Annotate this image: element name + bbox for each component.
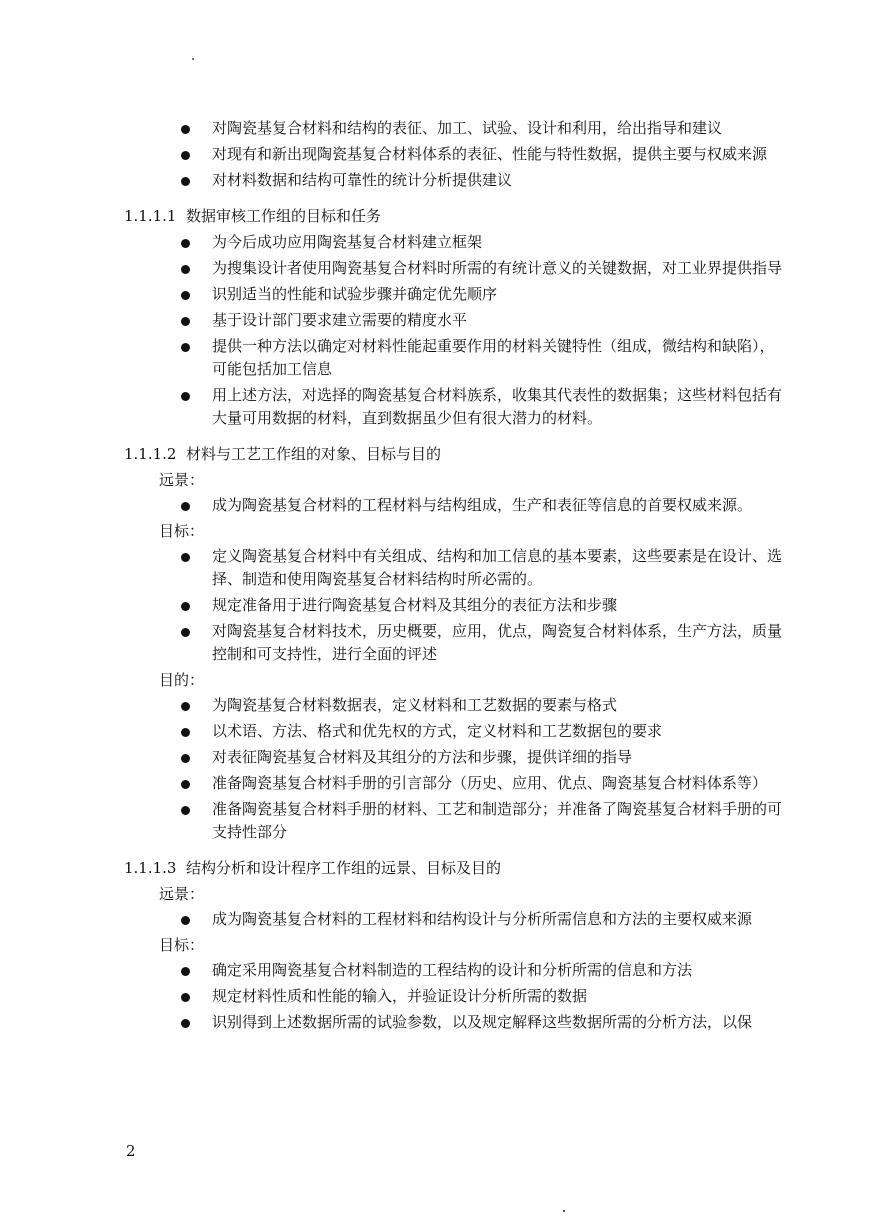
s2-goals-list [0, 545, 881, 666]
bullet-icon [181, 317, 190, 326]
page-content [0, 117, 881, 1037]
section-title: 材料与工艺工作组的对象、目标与目的 [186, 445, 442, 463]
bullet-icon [181, 754, 190, 763]
list-item: 对陶瓷基复合材料和结构的表征、加工、试验、设计和利用，给出指导和建议 [0, 117, 881, 140]
list-item: 对材料数据和结构可靠性的统计分析提供建议 [0, 169, 881, 192]
section-heading-3 [0, 857, 881, 880]
s1-bullet-list [0, 231, 881, 430]
scan-speck [563, 1210, 565, 1212]
goals-label: 目标： [159, 522, 205, 540]
bullet-icon [181, 1019, 190, 1028]
list-item: 对表征陶瓷基复合材料及其组分的方法和步骤，提供详细的指导 [0, 746, 881, 769]
list-item: 成为陶瓷基复合材料的工程材料和结构设计与分析所需信息和方法的主要权威来源 [0, 908, 881, 931]
list-item: 确定采用陶瓷基复合材料制造的工程结构的设计和分析所需的信息和方法 [0, 959, 881, 982]
bullet-icon [181, 780, 190, 789]
s2-purpose-list [0, 694, 881, 844]
list-item: 以术语、方法、格式和优先权的方式，定义材料和工艺数据包的要求 [0, 720, 881, 743]
section-title: 数据审核工作组的目标和任务 [186, 207, 382, 225]
bullet-icon [181, 602, 190, 611]
list-item: 准备陶瓷基复合材料手册的材料、工艺和制造部分；并准备了陶瓷基复合材料手册的可支持性部分 [0, 798, 881, 844]
bullet-icon [181, 125, 190, 134]
section-number: 1.1.1.1 [124, 207, 177, 225]
list-item: 定义陶瓷基复合材料中有关组成、结构和加工信息的基本要素，这些要素是在设计、选择、制造和使用陶瓷基复合材料结构时所必需的。 [0, 545, 881, 591]
list-item: 准备陶瓷基复合材料手册的引言部分（历史、应用、优点、陶瓷基复合材料体系等） [0, 772, 881, 795]
vision-label: 远景： [159, 885, 205, 903]
bullet-icon [181, 967, 190, 976]
section-number: 1.1.1.3 [124, 859, 177, 877]
scan-speck [192, 58, 194, 60]
bullet-icon [181, 628, 190, 637]
section-number: 1.1.1.2 [124, 445, 177, 463]
purpose-label: 目的： [159, 671, 205, 689]
bullet-icon [181, 265, 190, 274]
section-heading-1 [0, 205, 881, 228]
list-item: 为搜集设计者使用陶瓷基复合材料时所需的有统计意义的关键数据，对工业界提供指导 [0, 257, 881, 280]
bullet-icon [181, 291, 190, 300]
bullet-icon [181, 502, 190, 511]
list-item: 规定材料性质和性能的输入，并验证设计分析所需的数据 [0, 985, 881, 1008]
goals-label: 目标： [159, 936, 205, 954]
bullet-icon [181, 728, 190, 737]
section-heading-2 [0, 443, 881, 466]
s2-vision-list [0, 494, 881, 517]
list-item: 用上述方法，对选择的陶瓷基复合材料族系，收集其代表性的数据集；这些材料包括有大量可用数据的材料，直到数据虽少但有很大潜力的材料。 [0, 384, 881, 430]
bullet-icon [181, 806, 190, 815]
s3-vision-list [0, 908, 881, 931]
bullet-icon [181, 553, 190, 562]
bullet-icon [181, 993, 190, 1002]
bullet-icon [181, 151, 190, 160]
vision-label: 远景： [159, 471, 205, 489]
bullet-icon [181, 392, 190, 401]
list-item: 提供一种方法以确定对材料性能起重要作用的材料关键特性（组成，微结构和缺陷），可能包括加工信息 [0, 335, 881, 381]
list-item: 对陶瓷基复合材料技术，历史概要，应用，优点，陶瓷复合材料体系，生产方法，质量控制和可支持性，进行全面的评述 [0, 620, 881, 666]
list-item: 基于设计部门要求建立需要的精度水平 [0, 309, 881, 332]
bullet-icon [181, 177, 190, 186]
list-item: 规定准备用于进行陶瓷基复合材料及其组分的表征方法和步骤 [0, 594, 881, 617]
bullet-icon [181, 239, 190, 248]
list-item: 为陶瓷基复合材料数据表，定义材料和工艺数据的要素与格式 [0, 694, 881, 717]
s3-goals-list [0, 959, 881, 1034]
list-item: 成为陶瓷基复合材料的工程材料与结构组成，生产和表征等信息的首要权威来源。 [0, 494, 881, 517]
section-title: 结构分析和设计程序工作组的远景、目标及目的 [186, 859, 502, 877]
list-item: 识别适当的性能和试验步骤并确定优先顺序 [0, 283, 881, 306]
list-item: 对现有和新出现陶瓷基复合材料体系的表征、性能与特性数据，提供主要与权威来源 [0, 143, 881, 166]
page-number: 2 [126, 1142, 136, 1160]
list-item: 为今后成功应用陶瓷基复合材料建立框架 [0, 231, 881, 254]
intro-bullet-list [0, 117, 881, 192]
bullet-icon [181, 343, 190, 352]
bullet-icon [181, 702, 190, 711]
list-item: 识别得到上述数据所需的试验参数，以及规定解释这些数据所需的分析方法，以保 [0, 1011, 881, 1034]
bullet-icon [181, 916, 190, 925]
